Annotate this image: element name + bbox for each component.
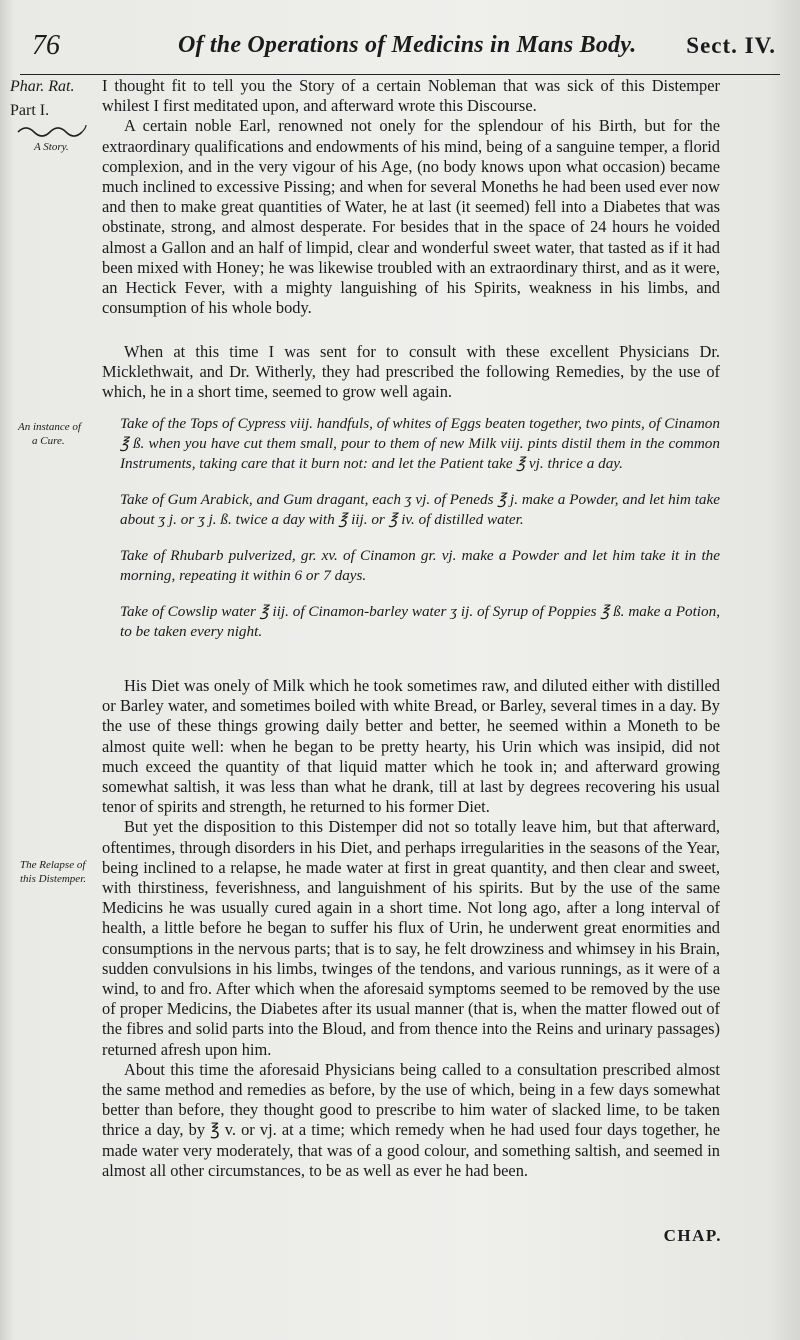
intro-text xyxy=(102,76,720,318)
margin-note-story: A Story. xyxy=(34,141,69,153)
margin-note-instance-line1: An instance of xyxy=(18,421,81,433)
physicians-text xyxy=(102,342,720,403)
consultation-paragraph: About this time the aforesaid Physicians being called to a consultation prescribed almost the same method and remedies as before, by the use of which, being in a few days somewhat better than before, they thought good to prescribe to him water of slacked lime, to be taken thrice a day, by ℥ v. or vj. at a time; which remedy when he had used four days together, he made water very moderately, that was of a good colour, and something saltish, and seemed in almost all other circumstances, to be as well as ever he had been. xyxy=(102,1059,720,1180)
margin-note-relapse-line1: The Relapse of xyxy=(20,859,86,871)
source-reference-line1: Phar. Rat. xyxy=(10,78,75,95)
diet-paragraph: His Diet was onely of Milk which he took sometimes raw, and diluted either with distilled or Barley water, and sometimes boiled with white Bread, or Barley, several times in a day. By the use of these things growing daily better and better, he seemed within a Moneth to be almost quite well: when he began to be pretty hearty, his Urin which was insipid, did not much exceed the quantity of that liquid matter which he took in; and afterward growing somewhat saltish, it was less than what he drank, till at last by degrees recovering his usual tenor of spirits and strength, he returned to his former Diet. xyxy=(102,676,720,817)
source-reference-line2: Part I. xyxy=(10,102,50,119)
margin-note-relapse-line2: this Distemper. xyxy=(20,873,86,885)
recipe-rhubarb: Take of Rhubarb pulverized, gr. xv. of Cinamon gr. vj. make a Powder and let him take it in the morning, repeating it within 6 or 7 days. xyxy=(120,547,720,584)
margin-note-instance-line2: a Cure. xyxy=(32,435,65,447)
running-title: Of the Operations of Medicins in Mans Body. xyxy=(178,32,637,58)
section-label: Sect. IV. xyxy=(686,33,776,58)
recipes-block xyxy=(120,414,720,658)
ornament-flourish xyxy=(16,122,88,138)
source-reference xyxy=(10,76,100,122)
recipe-cypress: Take of the Tops of Cypress viij. handfuls, of whites of Eggs beaten together, two pints, of Cinamon ℥ ß. when you have cut them small, pour to them of new Milk viij. pints distil them in the common Instruments, taking care that it burn not: and let the Patient take ℥ vj. thrice a day. xyxy=(120,415,720,472)
story-paragraph: A certain noble Earl, renowned not onely for the splendour of his Birth, but for the extraordinary qualifications and endowments of his mind, being of a sanguine temper, a florid complexion, and in the very vigour of his Age, (no body knows upon what occasion) became much inclined to excessive Pissing; and when for several Moneths he had been used ever now and then to make great quantities of Water, he at last (it seemed) fell into a Diabetes that was obstinate, strong, and almost desperate. For besides that in the space of 24 hours he voided almost a Gallon and an half of limpid, clear and wonderful sweet water, that tasted as if it had been mixed with Honey; he was likewise troubled with an extraordinary thirst, and as it were, an Hectick Fever, with a mighty languishing of his Spirits, weakness in his limbs, and consumption of his whole body. xyxy=(102,116,720,318)
physicians-paragraph: When at this time I was sent for to consult with these excellent Physicians Dr. Micklethwait, and Dr. Witherly, they had prescribed the following Remedies, by the use of which, he in a short time, seemed to grow well again. xyxy=(102,342,720,402)
recipe-potion: Take of Cowslip water ℥ iij. of Cinamon-barley water ʒ ij. of Syrup of Poppies ℥ ß. make a Potion, to be taken every night. xyxy=(120,603,720,640)
recipe-gum-powder: Take of Gum Arabick, and Gum dragant, each ʒ vj. of Peneds ℥ j. make a Powder, and let him take about ʒ j. or ʒ j. ß. twice a day with ℥ iij. or ℥ iv. of distilled water. xyxy=(120,491,720,528)
intro-paragraph: I thought fit to tell you the Story of a certain Nobleman that was sick of this Distemper whilest I first meditated upon, and afterward wrote this Discourse. xyxy=(102,76,720,116)
relapse-paragraph: But yet the disposition to this Distemper did not so totally leave him, but that afterward, oftentimes, through disorders in his Diet, and perhaps irregularities in the seasons of the Year, being inclined to a relapse, he made water at first in great quantity, and then clear and sweet, with thirstiness, feverishness, and languishment of his spirits. But by the use of the same Medicins he was usually cured again in a short time. Not long ago, after a long interval of health, a little before he began to suffer his flux of Urin, he underwent great enormities and consumptions in the nervous parts; that is to say, he felt drowziness and whimsey in his Brain, sudden convulsions in his limbs, twinges of the tendons, and various runnings, as it were of a wind, to and fro. After which when the aforesaid symptoms seemed to be removed by the use of proper Medicins, the Diabetes after its usual manner (that is, when the matter flowed out of the fibres and solid parts into the Bloud, and from thence into the Reins and urinary passages) returned afresh upon him. xyxy=(102,817,720,1059)
catchword: CHAP. xyxy=(663,1226,722,1245)
main-text xyxy=(102,676,720,1181)
running-header xyxy=(20,30,780,75)
page-number: 76 xyxy=(32,30,60,61)
